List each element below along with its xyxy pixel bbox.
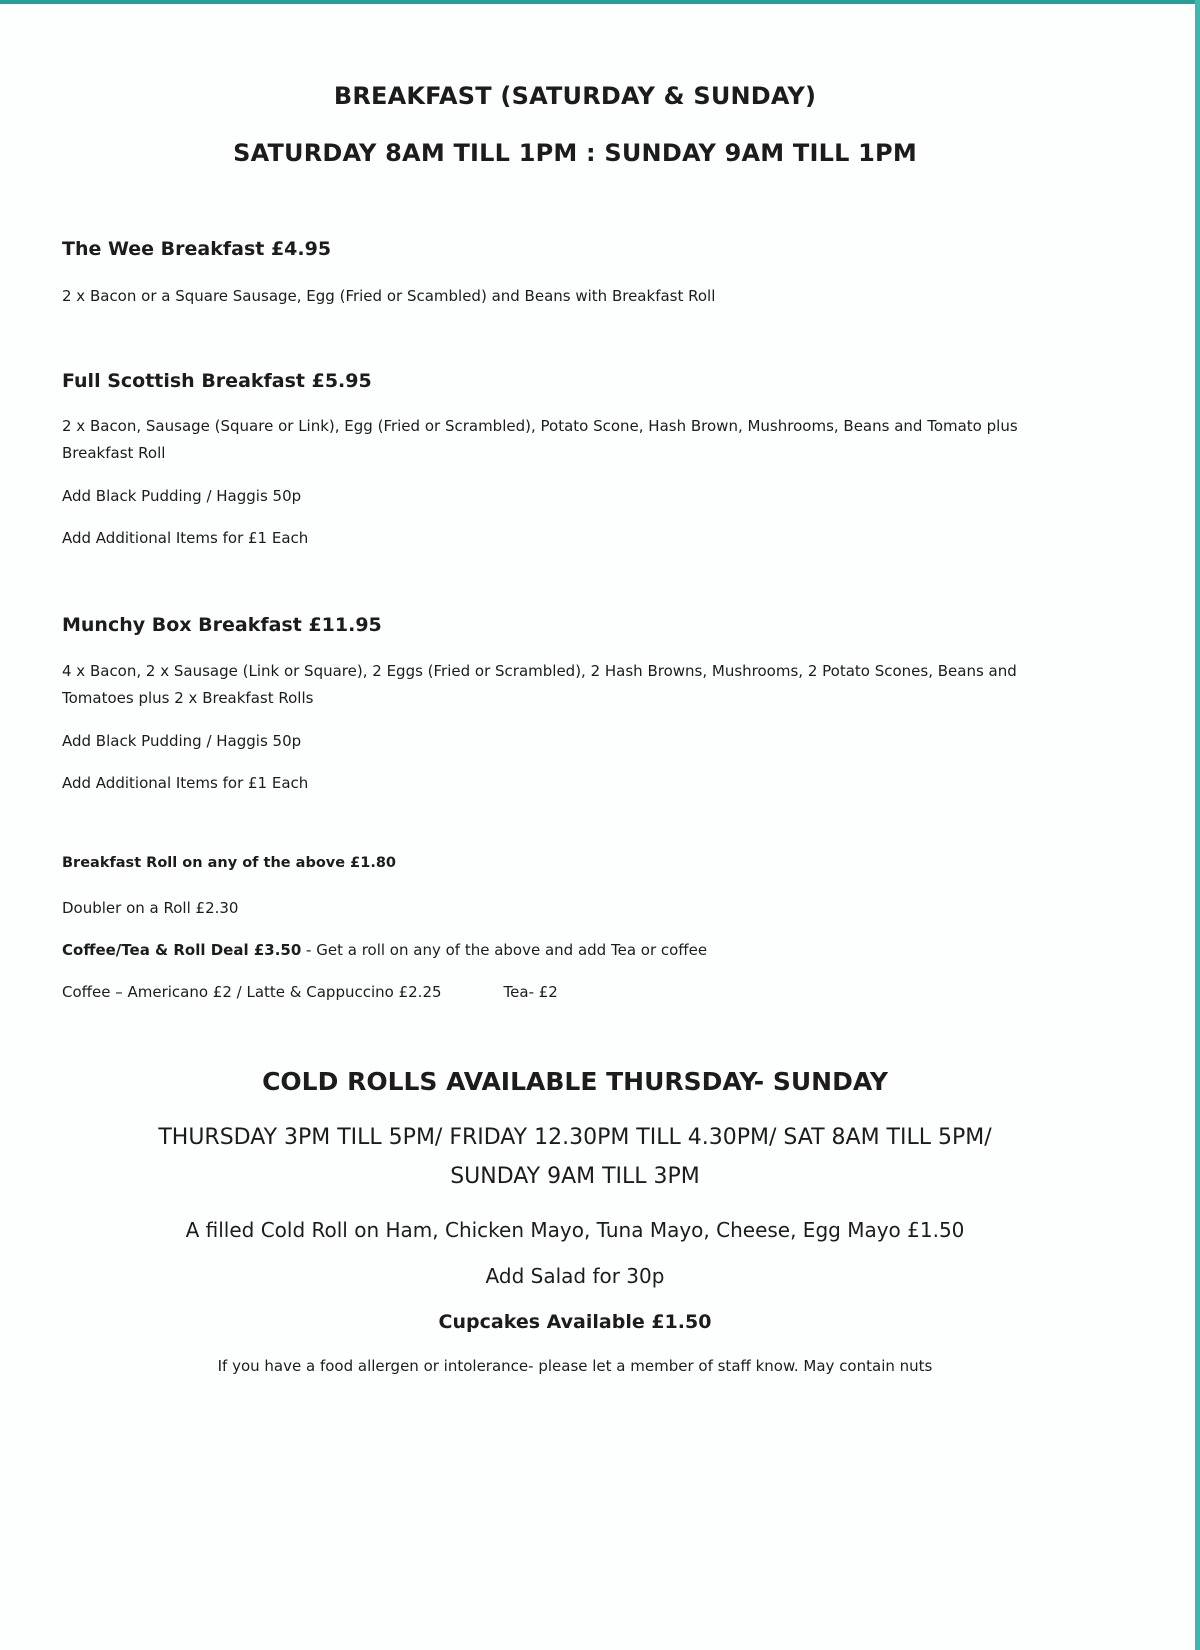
allergen-note: If you have a food allergen or intolerance- please let a member of staff know. May contain nuts: [217, 1357, 933, 1375]
item-description-full-scottish: 2 x Bacon, Sausage (Square or Link), Egg (Fried or Scrambled), Potato Scone, Hash Brown, Mushrooms, Beans and Tomato plus Breakfast Roll: [62, 417, 1018, 462]
coffee-tea-deal-detail: - Get a roll on any of the above and add Tea or coffee: [301, 941, 708, 959]
breakfast-roll-price: Breakfast Roll on any of the above £1.80: [62, 855, 397, 871]
item-description-munchy-box: 4 x Bacon, 2 x Sausage (Link or Square), 2 Eggs (Fried or Scrambled), 2 Hash Browns, Mushrooms, 2 Potato Scones, Beans and Tomatoes plus 2 x Breakfast Rolls: [62, 662, 1017, 707]
cupcakes-price: Cupcakes Available £1.50: [438, 1311, 712, 1333]
right-edge-strip: [1195, 0, 1200, 1650]
item-title-wee-breakfast: The Wee Breakfast £4.95: [62, 238, 332, 260]
top-edge-strip: [0, 0, 1200, 4]
item-title-full-scottish: Full Scottish Breakfast £5.95: [62, 370, 372, 392]
item-extra-full-scottish-additional: Add Additional Items for £1 Each: [62, 529, 309, 547]
cold-rolls-title: COLD ROLLS AVAILABLE THURSDAY- SUNDAY: [262, 1067, 888, 1096]
item-extra-munchy-box-additional: Add Additional Items for £1 Each: [62, 774, 309, 792]
cold-roll-fillings: A filled Cold Roll on Ham, Chicken Mayo, Tuna Mayo, Cheese, Egg Mayo £1.50: [185, 1218, 965, 1242]
cold-rolls-hours-line1: THURSDAY 3PM TILL 5PM/ FRIDAY 12.30PM TILL 4.30PM/ SAT 8AM TILL 5PM/: [158, 1125, 992, 1150]
item-extra-munchy-box-pudding: Add Black Pudding / Haggis 50p: [62, 732, 302, 750]
tea-price: Tea- £2: [503, 983, 558, 1001]
item-extra-full-scottish-pudding: Add Black Pudding / Haggis 50p: [62, 487, 302, 505]
coffee-prices-line: [62, 979, 558, 1006]
menu-title: BREAKFAST (SATURDAY & SUNDAY): [333, 82, 817, 110]
doubler-price: Doubler on a Roll £2.30: [62, 899, 239, 917]
salad-addon: Add Salad for 30p: [485, 1264, 665, 1288]
coffee-prices: Coffee – Americano £2 / Latte & Cappuccino £2.25: [62, 983, 442, 1001]
cold-rolls-hours-line2: SUNDAY 9AM TILL 3PM: [450, 1164, 700, 1189]
coffee-tea-deal: [62, 937, 707, 964]
item-description-wee-breakfast: 2 x Bacon or a Square Sausage, Egg (Fried or Scambled) and Beans with Breakfast Roll: [62, 287, 716, 305]
item-title-munchy-box: Munchy Box Breakfast £11.95: [62, 614, 382, 636]
breakfast-hours: SATURDAY 8AM TILL 1PM : SUNDAY 9AM TILL 1PM: [233, 139, 917, 167]
coffee-tea-deal-label: Coffee/Tea & Roll Deal £3.50: [62, 941, 302, 959]
